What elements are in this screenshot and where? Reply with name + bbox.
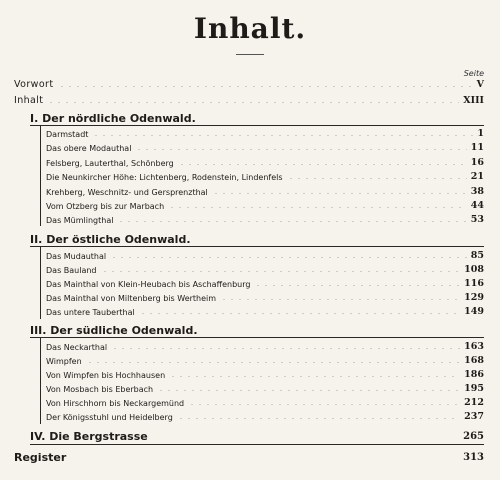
toc-entry-page: 108 xyxy=(464,264,484,275)
toc-entry-label: Das Mainthal von Miltenberg bis Wertheim xyxy=(46,294,217,303)
leader-dots xyxy=(86,362,461,363)
toc-entry xyxy=(46,168,484,182)
toc-entry-label: Inhalt xyxy=(14,95,44,106)
toc-entry xyxy=(46,289,484,303)
toc-entry-label: Vorwort xyxy=(14,79,54,90)
leader-dots xyxy=(188,404,460,405)
toc-entry-page: 163 xyxy=(464,341,484,352)
toc-entry-page: 149 xyxy=(464,306,484,317)
leader-dots xyxy=(178,164,467,165)
section-rule xyxy=(30,444,484,445)
leader-dots xyxy=(220,299,460,300)
toc-entry xyxy=(46,183,484,197)
leader-dots xyxy=(101,271,461,272)
leader-dots xyxy=(92,135,473,136)
leader-dots xyxy=(212,193,467,194)
toc-entry-label: Von Wimpfen bis Hochhausen xyxy=(46,371,166,380)
section-bracket xyxy=(40,126,41,226)
toc-entry-label: Der Königsstuhl und Heidelberg xyxy=(46,413,173,422)
toc-entry xyxy=(14,92,484,106)
toc-entry xyxy=(46,197,484,211)
toc-entry xyxy=(46,125,484,139)
leader-dots xyxy=(287,178,467,179)
section-page: 265 xyxy=(463,431,484,442)
leader-dots xyxy=(110,257,467,258)
toc-entry-page: V xyxy=(476,79,484,90)
toc-entry-label: Das Mainthal von Klein-Heubach bis Aschaffenburg xyxy=(46,280,251,289)
toc-entry-page: 85 xyxy=(470,250,484,261)
toc-entry-label: Darmstadt xyxy=(46,130,89,139)
toc-entry-label: Vom Otzberg bis zur Marbach xyxy=(46,202,165,211)
toc-entry-label: Krehberg, Weschnitz- und Gersprenzthal xyxy=(46,188,208,197)
toc-entry-label: Wimpfen xyxy=(46,357,82,366)
toc-entry-label: Das Mudauthal xyxy=(46,252,107,261)
toc-entry-page: 11 xyxy=(470,142,484,153)
leader-dots xyxy=(169,376,460,377)
toc-entry xyxy=(46,380,484,394)
toc-entry-page: 53 xyxy=(470,214,484,225)
toc-entry-label: Von Mosbach bis Eberbach xyxy=(46,385,154,394)
toc-entry-label: Das untere Tauberthal xyxy=(46,308,135,317)
toc-entry-label: Das Bauland xyxy=(46,266,97,275)
toc-entry-page: 237 xyxy=(464,411,484,422)
toc-entry-page: 116 xyxy=(464,278,484,289)
page-column-label: Seite xyxy=(463,69,484,78)
toc-entry xyxy=(46,366,484,380)
leader-dots xyxy=(111,348,460,349)
section-heading: IV. Die Bergstrasse xyxy=(30,430,148,443)
section-heading: III. Der südliche Odenwald. xyxy=(30,324,198,337)
leader-dots xyxy=(254,285,460,286)
toc-entry-page: 16 xyxy=(470,157,484,168)
section-heading: I. Der nördliche Odenwald. xyxy=(30,112,196,125)
toc-entry xyxy=(46,338,484,352)
page-title: Inhalt. xyxy=(193,12,307,45)
leader-dots xyxy=(117,221,466,222)
leader-dots xyxy=(58,86,473,87)
leader-dots xyxy=(157,390,460,391)
section-bracket xyxy=(40,338,41,424)
leader-dots xyxy=(139,313,460,314)
toc-entry-page: 38 xyxy=(470,186,484,197)
toc-entry-label: Das obere Modauthal xyxy=(46,144,132,153)
register-page: 313 xyxy=(463,452,484,463)
leader-dots xyxy=(177,418,460,419)
toc-entry-page: 186 xyxy=(464,369,484,380)
toc-entry xyxy=(14,76,484,90)
toc-entry-label: Felsberg, Lauterthal, Schönberg xyxy=(46,159,174,168)
toc-entry xyxy=(46,211,484,225)
toc-entry-page: XIII xyxy=(463,95,484,106)
leader-dots xyxy=(135,149,466,150)
title-divider xyxy=(236,54,264,55)
toc-entry xyxy=(46,154,484,168)
register-label: Register xyxy=(14,451,67,464)
toc-entry-page: 129 xyxy=(464,292,484,303)
toc-entry-page: 195 xyxy=(464,383,484,394)
toc-entry-page: 21 xyxy=(470,171,484,182)
toc-entry xyxy=(46,261,484,275)
toc-entry-label: Das Neckarthal xyxy=(46,343,108,352)
toc-entry-label: Das Mümlingthal xyxy=(46,216,114,225)
toc-entry-page: 168 xyxy=(464,355,484,366)
toc-entry xyxy=(46,303,484,317)
section-heading: II. Der östliche Odenwald. xyxy=(30,233,191,246)
toc-entry xyxy=(46,139,484,153)
section-bracket xyxy=(40,247,41,319)
toc-entry-page: 1 xyxy=(477,128,484,139)
toc-entry-page: 212 xyxy=(464,397,484,408)
toc-entry xyxy=(46,394,484,408)
toc-entry xyxy=(46,275,484,289)
toc-entry xyxy=(46,247,484,261)
toc-entry xyxy=(46,352,484,366)
toc-entry-label: Von Hirschhorn bis Neckargemünd xyxy=(46,399,185,408)
toc-entry xyxy=(46,408,484,422)
toc-entry-page: 44 xyxy=(470,200,484,211)
toc-entry-label: Die Neunkircher Höhe: Lichtenberg, Rodenstein, Lindenfels xyxy=(46,173,283,182)
leader-dots xyxy=(47,102,459,103)
leader-dots xyxy=(168,207,467,208)
